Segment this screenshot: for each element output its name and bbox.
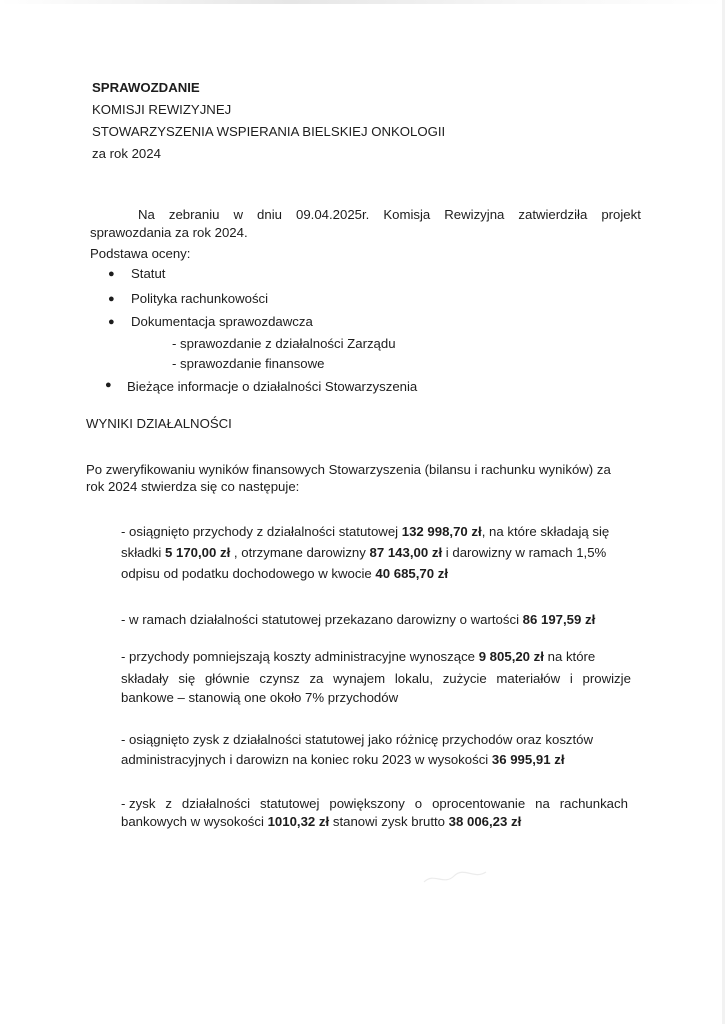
word: prowizje bbox=[582, 671, 631, 686]
word: w bbox=[233, 207, 244, 222]
p1-line-3 bbox=[121, 566, 448, 582]
p1-text: i darowizny w ramach 1,5% bbox=[442, 545, 607, 560]
sub-item-board-report: - sprawozdanie z działalności Zarządu bbox=[172, 336, 396, 351]
scan-edge bbox=[0, 0, 725, 4]
p1-fees-value: 5 170,00 zł bbox=[164, 545, 231, 560]
bullet-item-policy: Polityka rachunkowości bbox=[131, 291, 269, 306]
bullet-dot: ● bbox=[105, 379, 112, 391]
p3-text: na które bbox=[543, 649, 596, 664]
p5-line-1 bbox=[121, 796, 628, 812]
p5-text: stanowi zysk brutto bbox=[329, 814, 449, 829]
results-intro-line-2: rok 2024 stwierdza się co następuje: bbox=[86, 479, 300, 494]
results-intro-line-1: Po zweryfikowaniu wyników finansowych Stowarzyszenia (bilansu i rachunku wyników) za bbox=[86, 462, 611, 477]
basis-label: Podstawa oceny: bbox=[90, 246, 191, 261]
show-through-mark bbox=[420, 866, 490, 888]
word: materiałów bbox=[496, 671, 561, 686]
word: i bbox=[569, 671, 573, 686]
p1-line-1 bbox=[121, 524, 609, 540]
word: oprocentowanie bbox=[432, 796, 526, 811]
p2-line bbox=[121, 612, 595, 628]
p4-line-1: - osiągnięto zysk z działalności statutowej jako różnicę przychodów oraz kosztów bbox=[121, 732, 594, 747]
word: powiększony bbox=[329, 796, 405, 811]
word: czynsz bbox=[259, 671, 300, 686]
bullet-dot: ● bbox=[108, 293, 115, 305]
word: za bbox=[309, 671, 324, 686]
bullet-item-current-info: Bieżące informacje o działalności Stowarzyszenia bbox=[127, 379, 418, 394]
p4-line-2 bbox=[121, 752, 564, 768]
sub-item-financial-report: - sprawozdanie finansowe bbox=[172, 356, 325, 371]
word: wynajem bbox=[333, 671, 386, 686]
word: na bbox=[535, 796, 550, 811]
p1-tax-donation-value: 40 685,70 zł bbox=[375, 566, 448, 581]
word: statutowej bbox=[260, 796, 320, 811]
p1-text: - osiągnięto przychody z działalności statutowej bbox=[121, 524, 402, 539]
header-line-3: STOWARZYSZENIA WSPIERANIA BIELSKIEJ ONKOLOGII bbox=[92, 124, 446, 139]
p1-text: , na które składają się bbox=[481, 524, 610, 539]
p5-line-2 bbox=[121, 814, 521, 830]
p1-donations-value: 87 143,00 zł bbox=[369, 545, 443, 560]
header-line-2: KOMISJI REWIZYJNEJ bbox=[92, 102, 232, 117]
word: głównie bbox=[204, 671, 250, 686]
word: Komisja bbox=[383, 207, 431, 222]
p2-donated-value: 86 197,59 zł bbox=[522, 612, 596, 627]
word: się bbox=[178, 671, 196, 686]
word: Na bbox=[138, 207, 155, 222]
bullet-dot: ● bbox=[108, 316, 115, 328]
word: działalności bbox=[181, 796, 251, 811]
header-line-4: za rok 2024 bbox=[92, 146, 161, 161]
word: lokalu, bbox=[394, 671, 433, 686]
p5-gross-profit-value: 38 006,23 zł bbox=[448, 814, 522, 829]
document-title: SPRAWOZDANIE bbox=[92, 80, 200, 95]
p1-revenue-value: 132 998,70 zł bbox=[401, 524, 482, 539]
word: rachunkach bbox=[559, 796, 628, 811]
word: - zysk bbox=[121, 796, 156, 811]
word: zużycie bbox=[442, 671, 487, 686]
word: Rewizyjna bbox=[444, 207, 505, 222]
word: zatwierdziła bbox=[518, 207, 588, 222]
p3-text: - przychody pomniejszają koszty administracyjne wynoszące bbox=[121, 649, 479, 664]
word: dniu bbox=[257, 207, 282, 222]
p1-text: , otrzymane darowizny bbox=[230, 545, 370, 560]
p1-text: odpisu od podatku dochodowego w kwocie bbox=[121, 566, 376, 581]
p3-line-2 bbox=[121, 671, 631, 687]
word: składały bbox=[121, 671, 169, 686]
p3-line-3: bankowe – stanowią one około 7% przychodów bbox=[121, 690, 399, 705]
p1-text: składki bbox=[121, 545, 165, 560]
word: 09.04.2025r. bbox=[295, 207, 370, 222]
bullet-item-documentation: Dokumentacja sprawozdawcza bbox=[131, 314, 313, 329]
word: zebraniu bbox=[168, 207, 220, 222]
p2-text: - w ramach działalności statutowej przekazano darowizny o wartości bbox=[121, 612, 523, 627]
p5-interest-value: 1010,32 zł bbox=[267, 814, 330, 829]
bullet-dot: ● bbox=[108, 268, 115, 280]
results-heading: WYNIKI DZIAŁALNOŚCI bbox=[86, 416, 232, 431]
bullet-item-statut: Statut bbox=[131, 266, 166, 281]
intro-line-2: sprawozdania za rok 2024. bbox=[90, 225, 248, 240]
p3-line-1 bbox=[121, 649, 595, 665]
word: projekt bbox=[601, 207, 641, 222]
p4-profit-value: 36 995,91 zł bbox=[491, 752, 565, 767]
p1-line-2 bbox=[121, 545, 606, 561]
p5-text: bankowych w wysokości bbox=[121, 814, 268, 829]
p4-text: administracyjnych i darowizn na koniec roku 2023 w wysokości bbox=[121, 752, 492, 767]
word: z bbox=[165, 796, 172, 811]
p3-admin-costs-value: 9 805,20 zł bbox=[478, 649, 544, 664]
intro-line-1 bbox=[138, 207, 641, 223]
word: o bbox=[414, 796, 423, 811]
